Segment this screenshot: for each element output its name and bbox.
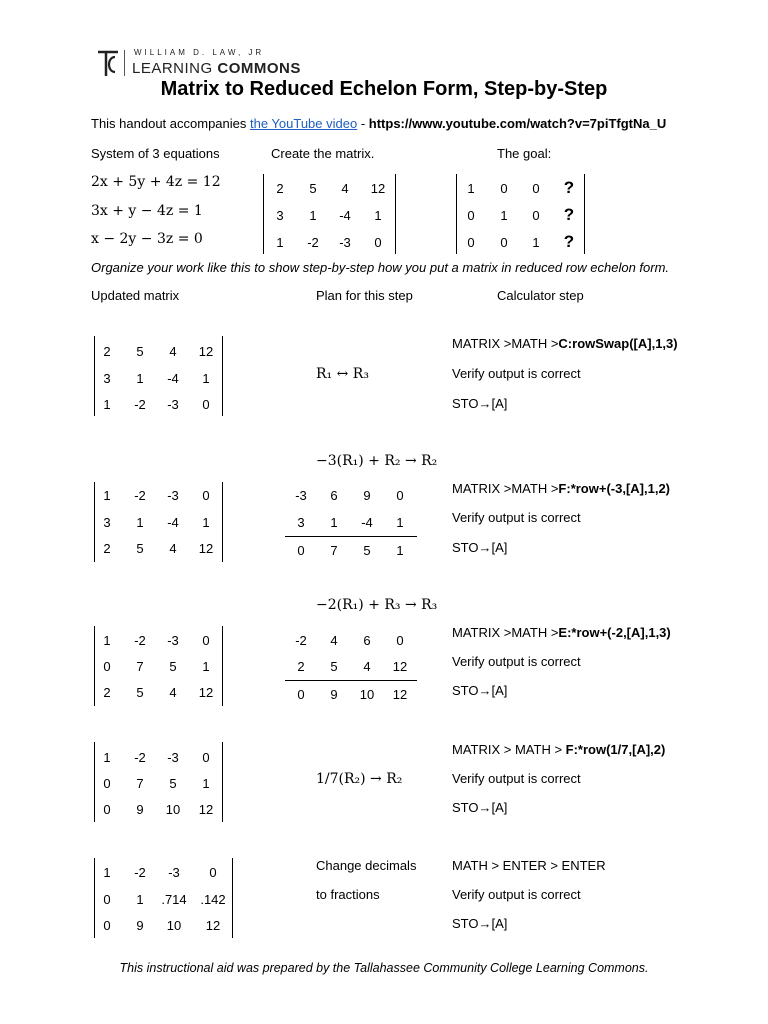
matrix-cell: 0 <box>202 750 210 765</box>
matrix-cell: 9 <box>136 918 144 933</box>
matrix-cell: 1 <box>103 865 111 880</box>
matrix-cell: 0 <box>500 181 508 196</box>
matrix-cell: 1 <box>374 208 382 223</box>
matrix-cell: 0 <box>202 397 210 412</box>
matrix-cell: 0 <box>103 659 111 674</box>
matrix-cell: ? <box>563 232 575 251</box>
page-title: Matrix to Reduced Echelon Form, Step-by-Step <box>160 78 608 100</box>
intro-line: This handout accompanies the YouTube video - https://www.youtube.com/watch?v=7piTfgtNa_U <box>91 116 667 131</box>
step5-calc1: MATH > ENTER > ENTER <box>452 858 606 873</box>
matrix-cell: -2 <box>134 633 146 648</box>
matrix-cell: 0 <box>467 235 475 250</box>
matrix-cell: 0 <box>103 892 111 907</box>
matrix-cell: 5 <box>169 776 177 791</box>
logo-mark-icon <box>94 48 122 78</box>
matrix-cell: 9 <box>136 802 144 817</box>
matrix-cell: 12 <box>205 918 221 933</box>
work-cell: 0 <box>297 687 305 702</box>
work-cell: -2 <box>295 633 307 648</box>
matrix-cell: 3 <box>276 208 284 223</box>
work-cell: -3 <box>295 488 307 503</box>
matrix-cell: 10 <box>165 802 181 817</box>
matrix-cell: 1 <box>202 515 210 530</box>
header-system: System of 3 equations <box>91 146 220 161</box>
matrix-cell: 5 <box>136 685 144 700</box>
matrix-cell: .142 <box>200 892 226 907</box>
matrix-cell: 1 <box>500 208 508 223</box>
work-cell: 0 <box>297 543 305 558</box>
header-goal: The goal: <box>497 146 552 161</box>
header-create: Create the matrix. <box>271 146 375 161</box>
matrix-cell: 2 <box>103 344 111 359</box>
matrix-cell: -2 <box>307 235 319 250</box>
matrix-cell: -2 <box>134 488 146 503</box>
logo-line1: WILLIAM D. LAW, JR <box>134 48 265 57</box>
matrix-cell: 1 <box>532 235 540 250</box>
matrix-cell: -3 <box>168 865 180 880</box>
step3-calc2: Verify output is correct <box>452 654 581 669</box>
work-cell: 5 <box>330 659 338 674</box>
matrix-cell: 0 <box>532 208 540 223</box>
matrix-cell: 7 <box>136 776 144 791</box>
organize-note: Organize your work like this to show step-by-step how you put a matrix in reduced row echelon form. <box>91 260 670 275</box>
youtube-link[interactable]: the YouTube video <box>249 116 358 131</box>
matrix-cell: 1 <box>103 397 111 412</box>
matrix-cell: 0 <box>103 918 111 933</box>
matrix-cell: -2 <box>134 865 146 880</box>
step5-matrix-right-bar <box>232 858 233 938</box>
matrix-cell: 1 <box>136 371 144 386</box>
matrix-cell: 0 <box>103 802 111 817</box>
step4-plan: 1/7(R₂) → R₂ <box>316 771 403 787</box>
logo <box>94 48 301 80</box>
step3-calc3: STO→[A] <box>452 683 508 698</box>
matrix-cell: 12 <box>370 181 386 196</box>
create-matrix-right-bar <box>395 174 396 254</box>
matrix-cell: 0 <box>103 776 111 791</box>
matrix-cell: 12 <box>198 344 214 359</box>
matrix-cell: 0 <box>500 235 508 250</box>
matrix-cell: 12 <box>198 541 214 556</box>
matrix-cell: 1 <box>467 181 475 196</box>
work-cell: 10 <box>359 687 375 702</box>
matrix-cell: 0 <box>467 208 475 223</box>
work-cell: 2 <box>297 659 305 674</box>
work-cell: 4 <box>363 659 371 674</box>
step3-operation: −2(R₁) + R₃ → R₃ <box>316 597 438 613</box>
step4-calc3: STO→[A] <box>452 800 508 815</box>
matrix-cell: .714 <box>161 892 187 907</box>
matrix-cell: 1 <box>103 750 111 765</box>
matrix-cell: 1 <box>202 659 210 674</box>
equation-3: x − 2y − 3z = 0 <box>91 231 203 247</box>
matrix-cell: 1 <box>103 633 111 648</box>
matrix-cell: 5 <box>169 659 177 674</box>
step1-calc3: STO→[A] <box>452 396 508 411</box>
matrix-cell: 10 <box>166 918 182 933</box>
matrix-cell: -2 <box>134 397 146 412</box>
matrix-cell: ? <box>563 205 575 224</box>
matrix-cell: 1 <box>202 371 210 386</box>
work-cell: 3 <box>297 515 305 530</box>
work-cell: 7 <box>330 543 338 558</box>
step2-calc1: MATRIX >MATH >F:*row+(-3,[A],1,2) <box>452 481 671 496</box>
matrix-cell: 0 <box>202 488 210 503</box>
col-header-updated: Updated matrix <box>91 288 180 303</box>
step1-calc1: MATRIX >MATH >C:rowSwap([A],1,3) <box>452 336 678 351</box>
step1-calc2: Verify output is correct <box>452 366 581 381</box>
matrix-cell: 5 <box>136 541 144 556</box>
matrix-cell: 5 <box>136 344 144 359</box>
matrix-cell: 1 <box>103 488 111 503</box>
matrix-cell: -2 <box>134 750 146 765</box>
step1-plan: R₁ ↔ R₃ <box>316 366 369 382</box>
matrix-cell: -4 <box>167 515 179 530</box>
work-cell: 5 <box>363 543 371 558</box>
footer-note: This instructional aid was prepared by the Tallahassee Community College Learning Commons. <box>119 961 649 975</box>
matrix-cell: 12 <box>198 802 214 817</box>
step2-sum-line <box>285 536 417 537</box>
work-cell: 1 <box>396 515 404 530</box>
step5-plan-line2: to fractions <box>316 887 380 902</box>
step4-calc2: Verify output is correct <box>452 771 581 786</box>
work-cell: 9 <box>330 687 338 702</box>
matrix-cell: 0 <box>202 633 210 648</box>
matrix-cell: 4 <box>169 344 177 359</box>
matrix-cell: 7 <box>136 659 144 674</box>
equation-2: 3x + y − 4z = 1 <box>91 203 203 219</box>
matrix-cell: 4 <box>169 541 177 556</box>
equation-1: 2x + 5y + 4z = 12 <box>91 174 221 190</box>
work-cell: 12 <box>392 659 408 674</box>
step5-plan-line1: Change decimals <box>316 858 417 873</box>
step2-operation: −3(R₁) + R₂ → R₂ <box>316 453 438 469</box>
step3-calc1: MATRIX >MATH >E:*row+(-2,[A],1,3) <box>452 625 671 640</box>
matrix-cell: -3 <box>339 235 351 250</box>
matrix-cell: 1 <box>136 515 144 530</box>
matrix-cell: 2 <box>103 685 111 700</box>
step2-calc3: STO→[A] <box>452 540 508 555</box>
matrix-cell: 0 <box>532 181 540 196</box>
matrix-cell: 4 <box>341 181 349 196</box>
matrix-cell: -3 <box>167 488 179 503</box>
matrix-cell: 12 <box>198 685 214 700</box>
matrix-cell: 0 <box>374 235 382 250</box>
col-header-calc: Calculator step <box>497 288 584 303</box>
matrix-cell: 1 <box>309 208 317 223</box>
work-cell: 12 <box>392 687 408 702</box>
step2-calc2: Verify output is correct <box>452 510 581 525</box>
matrix-cell: 3 <box>103 515 111 530</box>
step5-calc2: Verify output is correct <box>452 887 581 902</box>
matrix-cell: 3 <box>103 371 111 386</box>
step4-calc1: MATRIX > MATH > F:*row(1/7,[A],2) <box>452 742 666 757</box>
matrix-cell: -3 <box>167 633 179 648</box>
work-cell: 0 <box>396 488 404 503</box>
matrix-cell: -4 <box>339 208 351 223</box>
matrix-cell: 1 <box>202 776 210 791</box>
work-cell: 6 <box>330 488 338 503</box>
youtube-url: https://www.youtube.com/watch?v=7piTfgtNa_U <box>368 116 667 131</box>
matrix-cell: 1 <box>136 892 144 907</box>
work-cell: 0 <box>396 633 404 648</box>
col-header-plan: Plan for this step <box>316 288 413 303</box>
work-cell: -4 <box>361 515 373 530</box>
step3-sum-line <box>285 680 417 681</box>
work-cell: 4 <box>330 633 338 648</box>
work-cell: 6 <box>363 633 371 648</box>
matrix-cell: 2 <box>276 181 284 196</box>
work-cell: 9 <box>363 488 371 503</box>
matrix-cell: -4 <box>167 371 179 386</box>
matrix-cell: 1 <box>276 235 284 250</box>
work-cell: 1 <box>330 515 338 530</box>
logo-line2: LEARNING COMMONS <box>132 60 301 77</box>
matrix-cell: 0 <box>209 865 217 880</box>
matrix-cell: 4 <box>169 685 177 700</box>
matrix-cell: ? <box>563 178 575 197</box>
work-cell: 1 <box>396 543 404 558</box>
matrix-cell: -3 <box>167 397 179 412</box>
matrix-cell: -3 <box>167 750 179 765</box>
step5-calc3: STO→[A] <box>452 916 508 931</box>
matrix-cell: 5 <box>309 181 317 196</box>
matrix-cell: 2 <box>103 541 111 556</box>
